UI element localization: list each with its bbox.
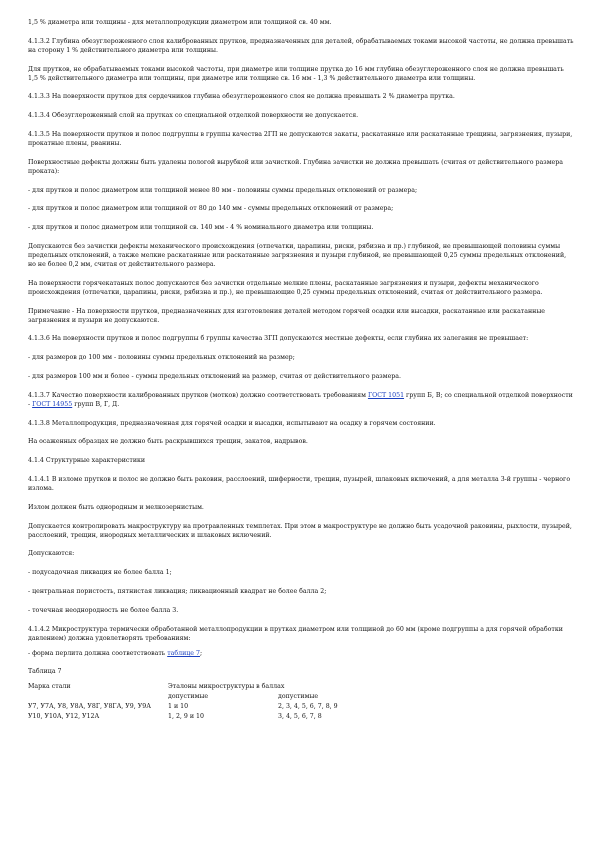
paragraph: Для прутков, не обрабатываемых токами высокой частоты, при диаметре или толщине прутка до 16 мм глубина обезуглероженного слоя не должна превышать 1,5 % действительного диаметра или толщины, при диаметре или толщине св. 16 мм - 1,3 % действительного диаметра или толщины. xyxy=(28,65,564,82)
table-header-row xyxy=(28,682,358,692)
paragraph: 4.1.3.3 На поверхности прутков для сердечников глубина обезуглероженного слоя не должна превышать 2 % диаметра прутка. xyxy=(28,93,455,101)
list-item: - для размеров 100 мм и более - суммы предельных отклонений на размер, считая от действительного размера. xyxy=(28,372,401,380)
gost-14955-link[interactable]: ГОСТ 14955 xyxy=(32,400,73,408)
note-paragraph: Примечание - На поверхности прутков, предназначенных для изготовления деталей методом горячей осадки или высадки, раскатанные или раскатанные загрязнения и пузыри не допускаются. xyxy=(28,307,545,324)
paragraph: 4.1.4.1 В изломе прутков и полос не должно быть раковин, расслоений, шиферности, трещин, пузырей, шлаковых включений, а для металла 3-й группы - черного излома. xyxy=(28,475,571,492)
header-microstructure: Эталоны микроструктуры в баллах xyxy=(168,683,285,691)
paragraph-with-link xyxy=(28,649,574,658)
list-item: - центральная пористость, пятнистая ликвация; ликвационный квадрат не более балла 2; xyxy=(28,587,327,595)
cell-steel-grade: У10, У10А, У12, У12А xyxy=(28,713,100,721)
paragraph: 4.1.3.2 Глубина обезуглероженного слоя калиброванных прутков, предназначенных для деталей, обрабатываемых токами высокой частоты, не должна превышать на сторону 1 % действительного диаметра или толщины. xyxy=(28,37,574,54)
table-row xyxy=(28,712,358,722)
document-body xyxy=(28,18,574,722)
header-permitted: допустимые xyxy=(278,693,319,701)
cell-permitted: 3, 4, 5, 6, 7, 8 xyxy=(278,713,322,721)
table-caption: Таблица 7 xyxy=(28,668,62,676)
paragraph: На поверхности горячекатаных полос допускаются без зачистки отдельные мелкие плены, раскатанные загрязнения и пузыри, дефекты механического происхождения (отпечатки, царапины, риски, рябизна и пр.), не превышающие 0,25 суммы предельных отклонений, считая от действительного размера. xyxy=(28,279,543,296)
paragraph-text: групп В, Г, Д. xyxy=(72,400,120,408)
list-item: - для прутков и полос диаметром или толщиной св. 140 мм - 4 % номинального диаметра или толщины. xyxy=(28,224,374,232)
paragraph: Допускаются без зачистки дефекты механического происхождения (отпечатки, царапины, риски, рябизна и пр.) глубиной, не превышающей половины суммы предельных отклонений, а также мелкие раскатанные или раскатанные загрязнения и пузыри глубиной, не превышающей 0,25 суммы предельных отклонений, но не более 0,2 мм, считая от действительного размера. xyxy=(28,242,567,268)
list-item: - подусадочная ликвация не более балла 1; xyxy=(28,569,172,577)
paragraph-text: 4.1.3.7 Качество поверхности калиброванных прутков (мотков) должно соответствовать требованиям xyxy=(28,391,368,399)
list-item: - для прутков и полос диаметром или толщиной от 80 до 140 мм - суммы предельных отклонений от размера; xyxy=(28,205,394,213)
paragraph: Излом должен быть однородным и мелкозернистым. xyxy=(28,503,204,511)
paragraph: Допускаются: xyxy=(28,550,75,558)
list-item: - точечная неоднородность не более балла 3. xyxy=(28,606,179,614)
paragraph-text: - форма перлита должна соответствовать xyxy=(28,649,168,657)
cell-steel-grade: У7, У7А, У8, У8А, У8Г, У8ГА, У9, У9А xyxy=(28,703,151,711)
paragraph: 4.1.3.8 Металлопродукция, предназначенная для горячей осадки и высадки, испытывают на осадку в горячем состоянии. xyxy=(28,419,436,427)
paragraph-with-links xyxy=(28,391,574,409)
header-steel-grade: Марка стали xyxy=(28,683,71,691)
cell-permitted: 2, 3, 4, 5, 6, 7, 8, 9 xyxy=(278,703,338,711)
paragraph: 4.1.3.6 На поверхности прутков и полос подгруппы б группы качества 3ГП допускаются местные дефекты, если глубина их залегания не превышает: xyxy=(28,335,529,343)
table-7-link[interactable]: таблице 7 xyxy=(167,649,200,657)
gost-1051-link[interactable]: ГОСТ 1051 xyxy=(367,391,405,399)
paragraph: Допускается контролировать макроструктуру на протравленных темплетах. При этом в макроструктуре не должно быть усадочной раковины, рыхлости, пузырей, расслоений, трещин, инородных металлических и шлаковых включений. xyxy=(28,522,572,539)
paragraph-text: групп Б, В; со специальной отделкой поверхности - xyxy=(28,391,573,408)
cell-allowed: 1 и 10 xyxy=(168,703,189,711)
list-item: - для прутков и полос диаметром или толщиной менее 80 мм - половины суммы предельных отклонений от размера; xyxy=(28,186,418,194)
paragraph: 4.1.3.4 Обезуглероженный слой на прутках со специальной отделкой поверхности не допускается. xyxy=(28,112,359,120)
paragraph: 4.1.3.5 На поверхности прутков и полос подгруппы в группы качества 2ГП не допускаются закаты, раскатанные или раскатанные трещины, загрязнения, пузыри, прокатные плены, рванины. xyxy=(28,130,573,147)
paragraph-text: ; xyxy=(199,649,203,657)
paragraph: На осаженных образцах не должно быть раскрывшихся трещин, закатов, надрывов. xyxy=(28,438,308,446)
header-allowed: допустимые xyxy=(168,693,209,701)
table-row xyxy=(28,702,358,712)
paragraph: Поверхностные дефекты должны быть удалены пологой вырубкой или зачисткой. Глубина зачистки не должна превышать (считая от действительного размера проката): xyxy=(28,158,563,175)
section-heading: 4.1.4 Структурные характеристики xyxy=(28,457,146,465)
cell-allowed: 1, 2, 9 и 10 xyxy=(168,713,204,721)
paragraph: 1,5 % диаметра или толщины - для металлопродукции диаметром или толщиной св. 40 мм. xyxy=(28,19,332,26)
list-item: - для размеров до 100 мм - половины суммы предельных отклонений на размер; xyxy=(28,354,295,362)
paragraph: 4.1.4.2 Микроструктура термически обработанной металлопродукции в прутках диаметром или толщиной до 60 мм (кроме подгруппы а для горячей обработки давлением) должна удовлетворять требованиям: xyxy=(28,625,563,642)
table-7 xyxy=(28,682,358,722)
